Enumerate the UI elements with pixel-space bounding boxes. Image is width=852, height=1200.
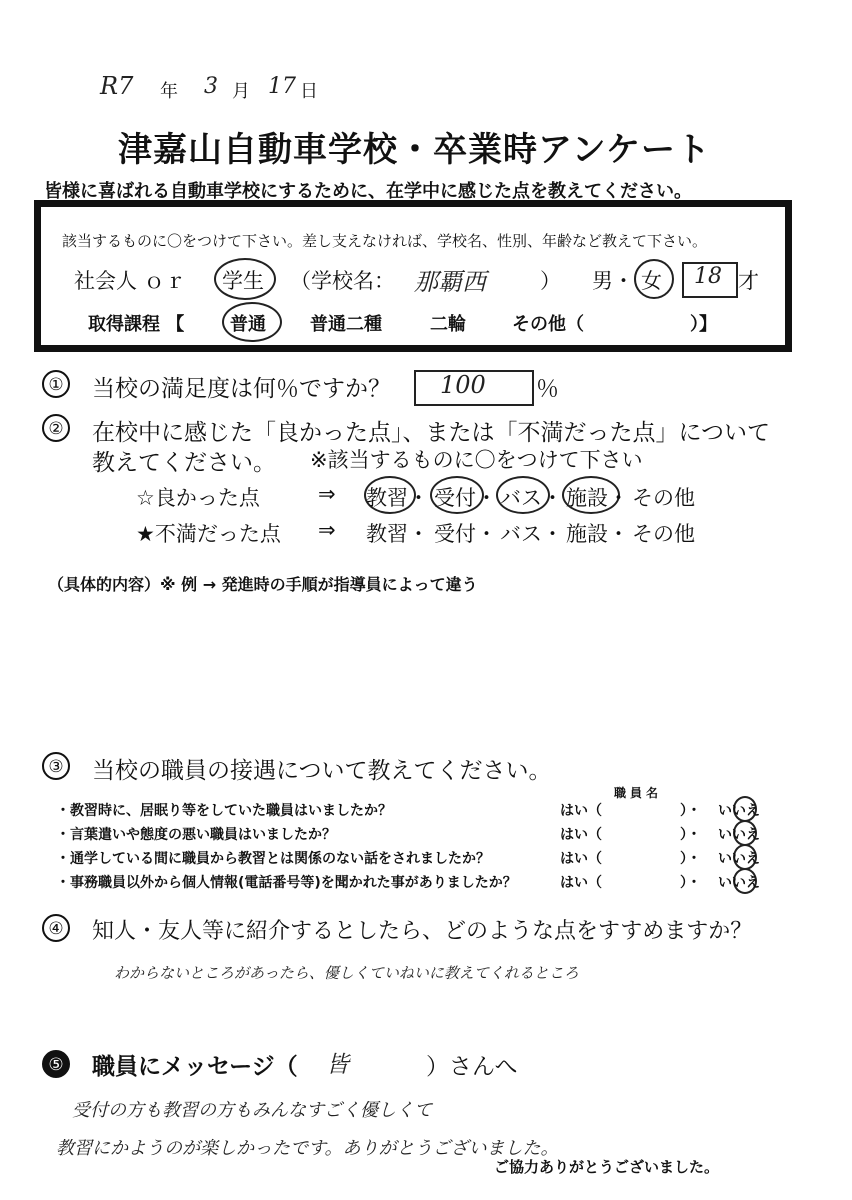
good-dot-1: ・	[408, 486, 429, 510]
profile-instruction: 該当するものに〇をつけて下さい。差し支えなければ、学校名、性別、年齢など教えて下さい。	[62, 232, 708, 250]
good-dot-3: ・	[542, 486, 563, 510]
footer-thanks: ご協力ありがとうございました。	[494, 1158, 720, 1176]
good-kyoshu[interactable]: 教習	[366, 486, 408, 510]
q2-bad-arrow: ⇒	[318, 518, 336, 542]
page-subtitle: 皆様に喜ばれる自動車学校にするために、在学中に感じた点を教えてください。	[44, 181, 692, 202]
date-era: R7	[100, 72, 134, 100]
q3-item-1: ・教習時に、居眠り等をしていた職員はいましたか？	[56, 803, 392, 819]
bad-shisetsu[interactable]: 施設	[566, 522, 608, 546]
age-value[interactable]: 18	[694, 264, 722, 289]
school-name[interactable]: 那覇西	[414, 268, 486, 296]
q3-item-2-no[interactable]: いいえ	[718, 827, 760, 843]
q5-recipient[interactable]: 皆	[326, 1052, 349, 1078]
bad-bus[interactable]: バス	[500, 522, 542, 546]
course-selected[interactable]: 普通	[230, 314, 266, 335]
q1-number	[42, 370, 70, 398]
q5-suffix: ）さんへ	[426, 1054, 518, 1080]
q4-answer[interactable]: わからないところがあったら、優しくていねいに教えてくれるところ	[114, 964, 579, 982]
q5-answer-line2[interactable]: 教習にかようのが楽しかったです。ありがとうございました。	[56, 1138, 559, 1159]
q3-item-1-close: ）・	[680, 803, 701, 819]
q2-number	[42, 414, 70, 442]
q1-answer[interactable]: 100	[440, 371, 486, 399]
school-label: （学校名：	[290, 269, 395, 293]
q2-good-arrow: ⇒	[318, 482, 336, 506]
bad-dot-4: ・	[608, 522, 629, 546]
q2-bad-label: ★不満だった点	[136, 522, 281, 546]
bad-dot-3: ・	[542, 522, 563, 546]
q3-item-4-no[interactable]: いいえ	[718, 875, 760, 891]
bad-kyoshu[interactable]: 教習	[366, 522, 408, 546]
bad-uketsuke[interactable]: 受付	[434, 522, 476, 546]
good-dot-2: ・	[476, 486, 497, 510]
bad-sonota[interactable]: その他	[632, 522, 695, 546]
gender-selected[interactable]: 女	[641, 269, 662, 293]
q3-text: 当校の職員の接遇について教えてください。	[92, 758, 552, 784]
q1-unit: ％	[536, 376, 559, 402]
date-day: 17	[268, 74, 296, 99]
q1-text: 当校の満足度は何％ですか？	[92, 376, 391, 402]
q1-num-badge: ①	[42, 370, 70, 398]
q5-num-badge: ⑤	[42, 1050, 70, 1078]
q3-item-3-yes[interactable]: はい（	[560, 851, 602, 867]
q2-line2: 教えてください。	[92, 450, 276, 476]
q2-detail: （具体的内容）※ 例 → 発進時の手順が指導員によって違う	[48, 575, 478, 594]
status-prefix: 社会人 ｏｒ	[74, 269, 186, 293]
q3-staff-header: 職員名	[614, 786, 663, 800]
course-close: ）】	[690, 314, 717, 335]
gender-male: 男・	[592, 269, 634, 293]
q2-num-badge: ②	[42, 414, 70, 442]
course-option-nirin[interactable]: 二輪	[430, 314, 466, 335]
q3-item-2-yes[interactable]: はい（	[560, 827, 602, 843]
q3-item-3-no[interactable]: いいえ	[718, 851, 760, 867]
good-shisetsu[interactable]: 施設	[566, 486, 608, 510]
good-sonota[interactable]: その他	[632, 486, 695, 510]
q4-num-badge: ④	[42, 914, 70, 942]
q3-item-4-close: ）・	[680, 875, 701, 891]
bad-dot-2: ・	[476, 522, 497, 546]
q3-num-badge: ③	[42, 752, 70, 780]
q4-text: 知人・友人等に紹介するとしたら、どのような点をすすめますか？	[92, 919, 753, 944]
q3-item-1-no[interactable]: いいえ	[718, 803, 760, 819]
q2-note: ※該当するものに〇をつけて下さい	[310, 448, 643, 472]
q3-item-1-yes[interactable]: はい（	[560, 803, 602, 819]
q4-number	[42, 914, 70, 942]
status-selected[interactable]: 学生	[222, 269, 264, 293]
good-bus[interactable]: バス	[500, 486, 542, 510]
good-dot-4: ・	[608, 486, 629, 510]
date-month: 3	[204, 74, 218, 99]
q3-item-2: ・言葉遣いや態度の悪い職員はいましたか？	[56, 827, 336, 843]
date-year-label: 年	[160, 81, 178, 102]
q3-item-3: ・通学している間に職員から教習とは関係のない話をされましたか？	[56, 851, 490, 867]
bad-dot-1: ・	[408, 522, 429, 546]
q3-item-2-close: ）・	[680, 827, 701, 843]
course-option-futsu2[interactable]: 普通二種	[310, 314, 382, 335]
q3-item-3-close: ）・	[680, 851, 701, 867]
age-unit: 才	[738, 269, 759, 293]
page-title: 津嘉山自動車学校・卒業時アンケート	[118, 130, 711, 170]
q3-item-4-yes[interactable]: はい（	[560, 875, 602, 891]
q3-number	[42, 752, 70, 780]
course-label: 取得課程 【	[88, 314, 185, 335]
date-day-label: 日	[300, 81, 318, 102]
good-uketsuke[interactable]: 受付	[434, 486, 476, 510]
course-option-other[interactable]: その他（	[512, 314, 584, 335]
q5-text: 職員にメッセージ（	[92, 1054, 298, 1080]
q3-item-4: ・事務職員以外から個人情報(電話番号等)を聞かれた事がありましたか？	[56, 875, 517, 891]
q5-number	[42, 1050, 70, 1078]
q2-line1: 在校中に感じた「良かった点」、または「不満だった点」について	[92, 420, 771, 446]
q5-answer-line1[interactable]: 受付の方も教習の方もみんなすごく優しくて	[72, 1100, 432, 1121]
school-close: ）	[540, 269, 561, 293]
q2-good-label: ☆良かった点	[136, 486, 260, 510]
date-month-label: 月	[232, 81, 250, 102]
